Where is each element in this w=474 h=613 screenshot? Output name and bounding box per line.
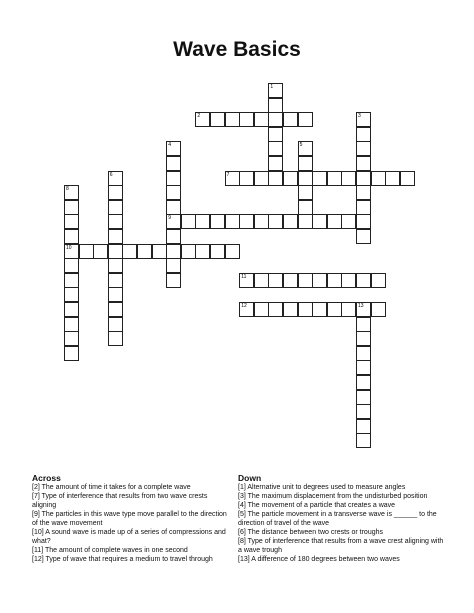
crossword-cell[interactable] xyxy=(268,98,283,113)
crossword-cell[interactable] xyxy=(166,171,181,186)
crossword-cell[interactable] xyxy=(312,214,327,229)
clue-number: 10 xyxy=(66,244,72,251)
crossword-cell[interactable] xyxy=(356,390,371,405)
crossword-cell[interactable] xyxy=(298,156,313,171)
crossword-cell[interactable] xyxy=(64,273,79,288)
crossword-cell[interactable] xyxy=(64,287,79,302)
crossword-cell[interactable] xyxy=(108,331,123,346)
crossword-cell[interactable] xyxy=(195,244,210,259)
down-clue-13: [13] A difference of 180 degrees between two waves xyxy=(238,556,400,563)
crossword-cell[interactable] xyxy=(64,214,79,229)
across-clue-12: [12] Type of wave that requires a medium to travel through xyxy=(32,556,213,563)
crossword-cell[interactable] xyxy=(108,244,123,259)
crossword-cell[interactable] xyxy=(356,229,371,244)
crossword-cell[interactable] xyxy=(64,244,79,259)
crossword-cell[interactable] xyxy=(195,112,210,127)
crossword-cell[interactable] xyxy=(283,214,298,229)
crossword-cell[interactable] xyxy=(298,273,313,288)
crossword-cell[interactable] xyxy=(108,287,123,302)
crossword-cell[interactable] xyxy=(356,433,371,448)
crossword-cell[interactable] xyxy=(64,302,79,317)
crossword-cell[interactable] xyxy=(181,214,196,229)
crossword-cell[interactable] xyxy=(152,244,167,259)
crossword-cell[interactable] xyxy=(254,273,269,288)
crossword-cell[interactable] xyxy=(327,214,342,229)
crossword-cell[interactable] xyxy=(225,112,240,127)
crossword-cell[interactable] xyxy=(64,317,79,332)
crossword-cell[interactable] xyxy=(327,302,342,317)
crossword-cell[interactable] xyxy=(254,302,269,317)
crossword-cell[interactable] xyxy=(385,171,400,186)
crossword-cell[interactable] xyxy=(64,229,79,244)
crossword-cell[interactable] xyxy=(298,141,313,156)
crossword-cell[interactable] xyxy=(64,185,79,200)
crossword-cell[interactable] xyxy=(268,156,283,171)
crossword-cell[interactable] xyxy=(79,244,94,259)
clue-number: 13 xyxy=(358,303,364,309)
clue-number: 7 xyxy=(226,171,230,178)
crossword-cell[interactable] xyxy=(268,83,283,98)
crossword-cell[interactable] xyxy=(166,273,181,288)
crossword-cell[interactable] xyxy=(341,273,356,288)
crossword-cell[interactable] xyxy=(166,214,181,229)
crossword-cell[interactable] xyxy=(356,317,371,332)
crossword-cell[interactable] xyxy=(166,244,181,259)
across-clue-2: [2] The amount of time it takes for a complete wave xyxy=(32,484,191,491)
crossword-cell[interactable] xyxy=(137,244,152,259)
crossword-cell[interactable] xyxy=(283,302,298,317)
crossword-cell[interactable] xyxy=(312,302,327,317)
crossword-cell[interactable] xyxy=(356,200,371,215)
crossword-cell[interactable] xyxy=(239,171,254,186)
crossword-cell[interactable] xyxy=(108,273,123,288)
crossword-cell[interactable] xyxy=(356,302,371,317)
across-clue-9: [9] The particles in this wave type move parallel to the direction of the wave movement xyxy=(32,511,227,527)
clue-number: 1 xyxy=(270,84,274,90)
crossword-cell[interactable] xyxy=(239,273,254,288)
crossword-cell[interactable] xyxy=(341,302,356,317)
crossword-cell[interactable] xyxy=(268,171,283,186)
crossword-cell[interactable] xyxy=(166,141,181,156)
crossword-cell[interactable] xyxy=(64,200,79,215)
crossword-cell[interactable] xyxy=(108,317,123,332)
down-clue-3: [3] The maximum displacement from the undisturbed position xyxy=(238,493,428,500)
clue-number: 3 xyxy=(358,113,361,120)
crossword-cell[interactable] xyxy=(166,185,181,200)
crossword-cell[interactable] xyxy=(268,112,283,127)
crossword-cell[interactable] xyxy=(356,346,371,361)
crossword-cell[interactable] xyxy=(283,112,298,127)
crossword-cell[interactable] xyxy=(268,273,283,288)
crossword-cell[interactable] xyxy=(225,244,240,259)
down-heading: Down xyxy=(238,473,262,483)
crossword-cell[interactable] xyxy=(181,244,196,259)
crossword-cell[interactable] xyxy=(210,214,225,229)
crossword-cell[interactable] xyxy=(312,273,327,288)
crossword-cell[interactable] xyxy=(356,375,371,390)
clue-number: 9 xyxy=(168,215,171,222)
crossword-cell[interactable] xyxy=(268,302,283,317)
crossword-cell[interactable] xyxy=(356,214,371,229)
across-clues xyxy=(32,473,228,564)
clue-number: 11 xyxy=(241,273,247,280)
crossword-cell[interactable] xyxy=(239,112,254,127)
crossword-cell[interactable] xyxy=(166,258,181,273)
crossword-cell[interactable] xyxy=(108,214,123,229)
crossword-cell[interactable] xyxy=(356,112,371,127)
down-clue-5: [5] The particle movement in a transverse wave is ______ to the direction of travel of the wave xyxy=(238,511,437,527)
crossword-cell[interactable] xyxy=(268,214,283,229)
crossword-cell[interactable] xyxy=(225,171,240,186)
crossword-cell[interactable] xyxy=(254,171,269,186)
crossword-cell[interactable] xyxy=(298,302,313,317)
page-title: Wave Basics xyxy=(173,38,301,61)
crossword-cell[interactable] xyxy=(298,171,313,186)
down-clues xyxy=(238,473,448,564)
crossword-cell[interactable] xyxy=(356,419,371,434)
clue-number: 12 xyxy=(241,303,247,309)
crossword-cell[interactable] xyxy=(298,214,313,229)
crossword-cell[interactable] xyxy=(371,302,386,317)
crossword-cell[interactable] xyxy=(356,185,371,200)
crossword-cell[interactable] xyxy=(225,214,240,229)
crossword-cell[interactable] xyxy=(356,273,371,288)
crossword-cell[interactable] xyxy=(327,171,342,186)
down-clue-4: [4] The movement of a particle that creates a wave xyxy=(238,502,396,509)
crossword-cell[interactable] xyxy=(283,273,298,288)
down-clue-8: [8] Type of interference that results from a wave crest aligning with a wave trough xyxy=(238,538,444,554)
crossword-cell[interactable] xyxy=(166,200,181,215)
down-clue-6: [6] The distance between two crests or troughs xyxy=(238,529,384,536)
crossword-cell[interactable] xyxy=(327,273,342,288)
crossword-cell[interactable] xyxy=(298,112,313,127)
crossword-cell[interactable] xyxy=(371,273,386,288)
crossword-cell[interactable] xyxy=(108,200,123,215)
crossword-cell[interactable] xyxy=(356,331,371,346)
crossword-cell[interactable] xyxy=(312,171,327,186)
crossword-cell[interactable] xyxy=(356,141,371,156)
crossword-cell[interactable] xyxy=(254,214,269,229)
crossword-cell[interactable] xyxy=(371,171,386,186)
across-clue-11: [11] The amount of complete waves in one second xyxy=(32,547,188,554)
crossword-cell[interactable] xyxy=(268,141,283,156)
crossword-cell[interactable] xyxy=(356,156,371,171)
crossword-cell[interactable] xyxy=(268,127,283,142)
crossword-cell[interactable] xyxy=(283,171,298,186)
crossword-cell[interactable] xyxy=(254,112,269,127)
clue-number: 6 xyxy=(109,171,113,178)
crossword-cell[interactable] xyxy=(166,229,181,244)
crossword-cell[interactable] xyxy=(93,244,108,259)
crossword-cell[interactable] xyxy=(108,185,123,200)
across-heading: Across xyxy=(32,473,61,483)
crossword-cell[interactable] xyxy=(356,171,371,186)
crossword-cell[interactable] xyxy=(400,171,415,186)
crossword-cell[interactable] xyxy=(210,112,225,127)
crossword-cell[interactable] xyxy=(108,229,123,244)
crossword-cell[interactable] xyxy=(166,156,181,171)
across-clue-7: [7] Type of interference that results from two wave crests aligning xyxy=(32,493,208,509)
clue-number: 5 xyxy=(299,142,303,149)
clue-number: 8 xyxy=(66,186,69,193)
crossword-cell[interactable] xyxy=(239,302,254,317)
crossword-cell[interactable] xyxy=(64,258,79,273)
down-clue-1: [1] Alternative unit to degrees used to measure angles xyxy=(238,484,406,491)
crossword-cell[interactable] xyxy=(108,302,123,317)
crossword-cell[interactable] xyxy=(298,185,313,200)
crossword-cell[interactable] xyxy=(341,214,356,229)
crossword-cell[interactable] xyxy=(341,171,356,186)
crossword-cell[interactable] xyxy=(108,258,123,273)
clue-number: 4 xyxy=(168,142,171,149)
crossword-cell[interactable] xyxy=(122,244,137,259)
crossword-cell[interactable] xyxy=(64,346,79,361)
crossword-cell[interactable] xyxy=(356,404,371,419)
clue-number: 2 xyxy=(197,113,201,120)
crossword-cell[interactable] xyxy=(64,331,79,346)
crossword-cell[interactable] xyxy=(108,171,123,186)
crossword-cell[interactable] xyxy=(298,200,313,215)
crossword-cell[interactable] xyxy=(210,244,225,259)
crossword-cell[interactable] xyxy=(356,127,371,142)
crossword-cell[interactable] xyxy=(195,214,210,229)
across-clue-10: [10] A sound wave is made up of a series of compressions and what? xyxy=(32,529,226,545)
crossword-cell[interactable] xyxy=(239,214,254,229)
crossword-cell[interactable] xyxy=(356,360,371,375)
